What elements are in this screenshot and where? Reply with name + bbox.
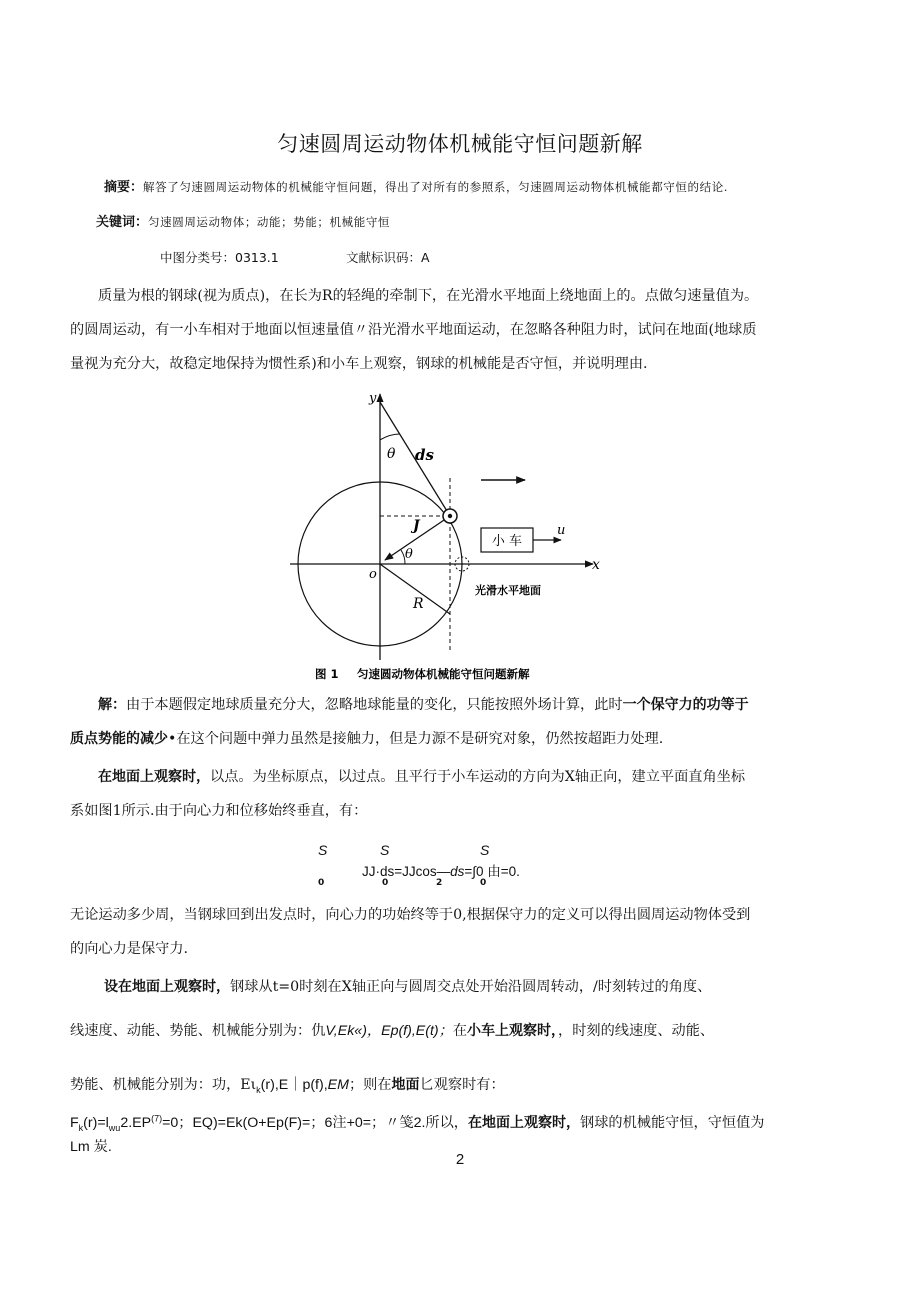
solution-text-2a: 质点势能的减少 bbox=[70, 731, 168, 747]
abstract-label: 摘要： bbox=[104, 180, 144, 195]
conclusion-line-2: 的向心力是保守力. bbox=[70, 941, 189, 957]
setup-line-3f: 匕观察时有： bbox=[419, 1077, 505, 1093]
setup-line-2f: ，时刻的线速度、动能、 bbox=[558, 1023, 715, 1039]
force-label: J bbox=[413, 518, 420, 534]
formula-sub-4: 0 bbox=[480, 878, 487, 888]
result-1f: 钢球的机械能守恒，守恒值为 bbox=[580, 1115, 765, 1131]
result-1c: 2.EP bbox=[120, 1115, 152, 1131]
ground-observation-paragraph bbox=[70, 760, 830, 828]
result-1e: 在地面上观察时， bbox=[468, 1115, 580, 1131]
solution-text-1a: 由于本题假定地球质量充分大，忽略地球能量的变化，只能按照外场计算，此时 bbox=[126, 697, 623, 713]
velocity-label: u bbox=[557, 523, 566, 538]
problem-line-3: 量视为充分大，故稳定地保持为惯性系)和小车上观察，钢球的机械能是否守恒，并说明理由. bbox=[70, 356, 648, 372]
formula-main-a: JJ·ds=JJcos— bbox=[362, 864, 451, 879]
document-code: 文献标识码：A bbox=[346, 250, 430, 265]
setup-label: 设在地面上观察时， bbox=[104, 979, 230, 995]
abstract-text: 解答了匀速圆周运动物体的机械能守恒问题，得出了对所有的参照系，匀速圆周运动物体机械能都守恒的结论. bbox=[143, 180, 729, 194]
abstract bbox=[104, 176, 728, 195]
setup-line-3b: (r),E｜p(f), bbox=[260, 1077, 328, 1093]
result-line-2: Lm 炭. bbox=[70, 1139, 112, 1155]
cart-label: 小 车 bbox=[491, 534, 523, 549]
result-line-1 bbox=[70, 1112, 764, 1133]
ground-observation-label: 在地面上观察时， bbox=[98, 769, 210, 785]
setup-line-3a: 势能、机械能分别为：功，Eι bbox=[70, 1077, 257, 1093]
setup-line-3c: EM bbox=[327, 1077, 349, 1093]
formula-sub-2: 0 bbox=[382, 878, 389, 888]
setup-line-3e: 地面 bbox=[391, 1077, 420, 1093]
page-number: 2 bbox=[455, 1151, 465, 1168]
setup-line-2c: E(t)； bbox=[415, 1023, 453, 1039]
setup-line-2a: 线速度、动能、势能、机械能分别为：仇 bbox=[70, 1023, 326, 1039]
result-1-sup: (7) bbox=[151, 1113, 163, 1124]
clc-number: 中图分类号：0313.1 bbox=[160, 250, 279, 265]
problem-line-2: 的圆周运动，有一小车相对于地面以恒速量值〃沿光滑水平地面运动，在忽略各种阻力时，试问在地面(地球质 bbox=[70, 322, 757, 338]
problem-line-1: 质量为根的钢球(视为质点)，在长为R的轻绳的牵制下，在光滑水平地面上绕地面上的。点做匀速量值为。 bbox=[98, 288, 759, 304]
formula-sub-1: 0 bbox=[318, 878, 325, 888]
figure-1-diagram bbox=[285, 388, 615, 685]
conclusion-line-1: 无论运动多少周，当钢球回到出发点时，向心力的功始终等于0,根据保守力的定义可以得出圆周运动物体受到 bbox=[70, 907, 751, 923]
formula-s-3: S bbox=[480, 842, 490, 858]
solution-paragraph bbox=[70, 688, 830, 756]
setup-line-3-sub: k bbox=[256, 1084, 261, 1095]
formula-main-b: ds bbox=[450, 864, 465, 879]
formula-main bbox=[362, 860, 520, 880]
solution-label: 解： bbox=[98, 697, 126, 713]
result-1a: F bbox=[70, 1115, 79, 1131]
keywords-label: 关键词： bbox=[96, 215, 149, 230]
origin-label: o bbox=[369, 567, 377, 582]
setup-line-2 bbox=[70, 1020, 714, 1040]
result-1-sub1: k bbox=[78, 1122, 84, 1133]
formula-sub-3: 2 bbox=[436, 878, 443, 888]
y-label: y bbox=[369, 391, 377, 406]
setup-line-1 bbox=[104, 976, 711, 996]
ds-label: ds bbox=[415, 446, 434, 464]
result-1d: =0；EQ)=Ek(O+Ep(F)=；6注+0=；〃笺2.所以， bbox=[162, 1115, 468, 1131]
figure-caption-text: 匀速圆动物体机械能守恒问题新解 bbox=[357, 667, 530, 681]
result-1-sub2: wu bbox=[108, 1122, 121, 1133]
angle-arc-top bbox=[380, 434, 400, 440]
setup-line-3d: ；则在 bbox=[348, 1077, 392, 1093]
formula-s-1: S bbox=[318, 842, 328, 858]
formula-s-2: S bbox=[380, 842, 390, 858]
keywords bbox=[96, 211, 390, 230]
setup-line-1-text: 钢球从t=0时刻在X轴正向与圆周交点处开始沿圆周转动，/时刻转过的角度、 bbox=[230, 979, 712, 995]
problem-statement bbox=[70, 279, 830, 381]
figure-caption-number: 图 1 bbox=[315, 667, 339, 681]
theta-origin-label: θ bbox=[405, 547, 413, 562]
solution-text-1b: 一个保守力的功等于 bbox=[622, 697, 749, 713]
keywords-text: 匀速圆周运动物体；动能；势能；机械能守恒 bbox=[148, 215, 391, 229]
ground-observation-line-1: 以点。为坐标原点，以过点。且平行于小车运动的方向为X轴正向，建立平面直角坐标 bbox=[210, 769, 746, 785]
ground-label: 光滑水平地面 bbox=[475, 584, 541, 597]
solution-text-2b: •在这个问题中弹力虽然是接触力，但是力源不是研究对象，仍然按超距力处理. bbox=[168, 731, 664, 747]
formula-main-c: =∫0 由=0. bbox=[464, 864, 520, 879]
radius-label: R bbox=[413, 596, 424, 612]
setup-line-2b: V,Ek«)，Ep(f), bbox=[325, 1023, 416, 1039]
theta-top-label: θ bbox=[387, 446, 396, 462]
ball-center bbox=[448, 514, 452, 518]
conclusion-paragraph bbox=[70, 898, 830, 966]
setup-line-2e: 小车上观察时， bbox=[467, 1023, 559, 1039]
page-title: 匀速圆周运动物体机械能守恒问题新解 bbox=[277, 132, 643, 156]
setup-line-2d: 在 bbox=[452, 1023, 468, 1039]
result-1b: (r)=l bbox=[83, 1115, 109, 1131]
x-label: x bbox=[592, 557, 600, 573]
setup-line-3 bbox=[70, 1074, 505, 1095]
ground-observation-line-2: 系如图1所示.由于向心力和位移始终垂直，有： bbox=[70, 803, 368, 819]
